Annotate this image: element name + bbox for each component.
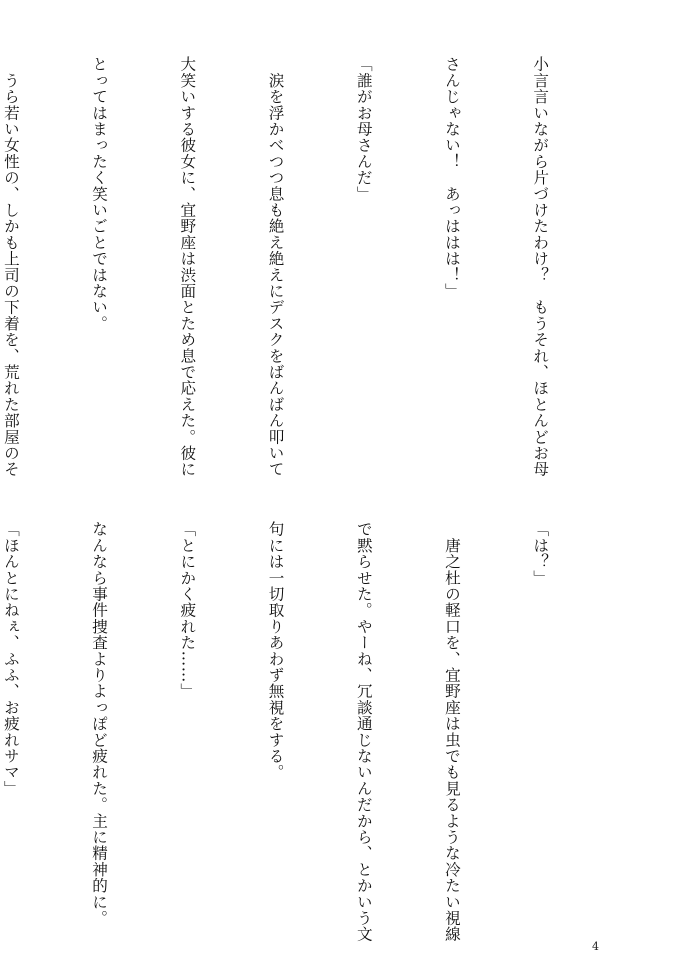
text-line: 涙を浮かべつつ息も絶え絶えにデスクをばんばん叩いて <box>266 56 285 478</box>
text-line: 「誰がお母さんだ」 <box>354 56 373 202</box>
upper-text-block <box>0 56 613 486</box>
text-line: 「とにかく疲れた……」 <box>178 521 197 700</box>
page-number: 4 <box>592 940 599 953</box>
text-line: 大笑いする彼女に、宜野座は渋面とため息で応えた。彼に <box>178 56 197 478</box>
text-line: 「は？」 <box>531 521 550 586</box>
text-line: うら若い女性の、しかも上司の下着を、荒れた部屋のそ <box>1 56 20 478</box>
text-line: 小言言いながら片づけたわけ？ もうそれ、ほとんどお母 <box>531 56 550 478</box>
text-line: 句には一切取りあわず無視をする。 <box>266 521 285 781</box>
lower-text-block <box>0 521 613 943</box>
text-line: とってはまったく笑いごとではない。 <box>90 56 109 332</box>
text-line: 唐之杜の軽口を、宜野座は虫でも見るような冷たい視線 <box>442 521 461 943</box>
text-line: さんじゃない！ あっははは！」 <box>442 56 461 299</box>
text-line: で黙らせた。やーね、冗談通じないんだから、とかいう文 <box>354 521 373 943</box>
text-line: なんなら事件捜査よりよっぽど疲れた。主に精神的に。 <box>90 521 109 926</box>
text-line: 「ほんとにねぇ、ふふ、お疲れサマ」 <box>1 521 20 797</box>
